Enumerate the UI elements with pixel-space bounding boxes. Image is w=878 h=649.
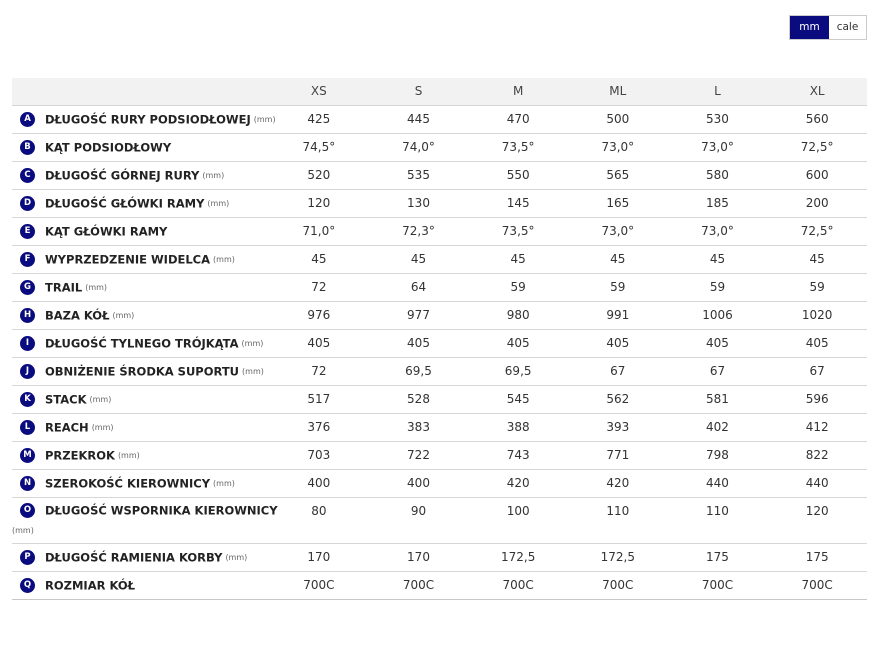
parameter-cell	[12, 245, 269, 273]
parameter-cell	[12, 543, 269, 571]
parameter-letter-badge: K	[20, 392, 35, 407]
value-cell: 405	[307, 336, 331, 350]
value-cell: 165	[606, 196, 630, 210]
parameter-letter-badge: M	[20, 448, 35, 463]
value-cell: 798	[706, 448, 729, 462]
value-cell: 700C	[701, 578, 734, 592]
parameter-name: BAZA KÓŁ	[45, 308, 110, 322]
value-cell: 145	[506, 196, 530, 210]
parameter-header	[12, 78, 269, 105]
parameter-name: STACK	[45, 392, 87, 406]
table-row	[12, 273, 867, 301]
value-cell: 700C	[801, 578, 833, 592]
parameter-cell	[12, 469, 269, 497]
value-cell: 73,0°	[701, 140, 734, 154]
value-cell: 420	[506, 476, 530, 490]
value-cell: 72,3°	[402, 224, 435, 238]
value-cell: 420	[606, 476, 630, 490]
value-cell: 185	[706, 196, 729, 210]
value-cell: 110	[706, 503, 729, 518]
parameter-unit: (mm)	[213, 254, 235, 264]
parameter-letter-badge: Q	[20, 578, 35, 593]
value-cell: 562	[606, 392, 630, 406]
parameter-cell	[12, 273, 269, 301]
value-cell: 520	[307, 168, 331, 182]
parameter-cell	[12, 133, 269, 161]
table-row	[12, 497, 867, 543]
value-cell: 73,5°	[501, 140, 535, 154]
parameter-cell	[12, 497, 278, 543]
value-cell: 528	[407, 392, 430, 406]
value-cell: 565	[606, 168, 630, 182]
parameter-unit: (mm)	[253, 114, 276, 124]
table-row	[12, 245, 867, 273]
size-header: XL	[767, 78, 867, 105]
value-cell: 73,0°	[601, 224, 635, 238]
value-cell: 45	[410, 252, 427, 266]
unit-inch-button[interactable]: cale	[829, 16, 866, 39]
parameter-name: TRAIL	[45, 280, 83, 294]
value-cell: 45	[510, 252, 526, 266]
value-cell: 74,0°	[402, 140, 435, 154]
parameter-name: ROZMIAR KÓŁ	[45, 578, 136, 592]
parameter-name: REACH	[45, 420, 89, 434]
parameter-unit: (mm)	[242, 366, 264, 376]
value-cell: 822	[805, 448, 829, 462]
table-row	[12, 385, 867, 413]
value-cell: 383	[407, 420, 430, 434]
table-row	[12, 301, 867, 329]
value-cell: 1020	[801, 308, 833, 322]
table-row	[12, 357, 867, 385]
parameter-unit: (mm)	[202, 170, 225, 180]
parameter-letter-badge: F	[20, 252, 35, 267]
parameter-cell	[12, 301, 269, 329]
value-cell: 67	[610, 364, 626, 378]
table-row	[12, 189, 867, 217]
parameter-name: DŁUGOŚĆ GŁÓWKI RAMY	[45, 196, 205, 210]
value-cell: 700C	[502, 578, 534, 592]
value-cell: 45	[809, 252, 825, 266]
value-cell: 72,5°	[800, 224, 834, 238]
value-cell: 530	[706, 112, 729, 126]
parameter-cell	[12, 217, 269, 245]
value-cell: 388	[506, 420, 530, 434]
value-cell: 405	[407, 336, 430, 350]
unit-toggle	[789, 15, 867, 40]
value-cell: 440	[706, 476, 729, 490]
value-cell: 771	[606, 448, 630, 462]
parameter-unit: (mm)	[112, 310, 135, 320]
value-cell: 90	[410, 503, 427, 518]
value-cell: 977	[407, 308, 430, 322]
value-cell: 991	[606, 308, 630, 322]
value-cell: 69,5	[405, 364, 432, 378]
value-cell: 172,5	[600, 550, 635, 564]
parameter-letter-badge: N	[20, 476, 35, 491]
size-header: ML	[568, 78, 668, 105]
value-cell: 743	[506, 448, 530, 462]
size-header: S	[369, 78, 469, 105]
value-cell: 72	[311, 280, 327, 294]
value-cell: 1006	[702, 308, 733, 322]
value-cell: 69,5	[504, 364, 532, 378]
parameter-unit: (mm)	[12, 525, 34, 535]
parameter-letter-badge: A	[20, 112, 35, 127]
value-cell: 405	[606, 336, 630, 350]
parameter-name: KĄT PODSIODŁOWY	[45, 140, 172, 154]
parameter-name: DŁUGOŚĆ GÓRNEJ RURY	[45, 168, 200, 182]
value-cell: 440	[805, 476, 829, 490]
parameter-cell	[12, 413, 269, 441]
parameter-name: WYPRZEDZENIE WIDELCA	[45, 252, 211, 266]
parameter-cell	[12, 161, 269, 189]
value-cell: 580	[706, 168, 729, 182]
value-cell: 425	[307, 112, 331, 126]
value-cell: 45	[709, 252, 726, 266]
value-cell: 72,5°	[800, 140, 834, 154]
table-row	[12, 329, 867, 357]
size-header: XS	[269, 78, 369, 105]
value-cell: 45	[311, 252, 327, 266]
parameter-unit: (mm)	[213, 478, 235, 488]
parameter-unit: (mm)	[207, 198, 230, 208]
value-cell: 175	[805, 550, 829, 564]
value-cell: 170	[407, 550, 430, 564]
parameter-letter-badge: J	[20, 364, 35, 379]
value-cell: 45	[610, 252, 626, 266]
parameter-letter-badge: P	[20, 550, 35, 565]
parameter-unit: (mm)	[241, 338, 264, 348]
parameter-letter-badge: E	[20, 224, 35, 239]
table-row	[12, 469, 867, 497]
geometry-table	[12, 78, 867, 600]
value-cell: 400	[407, 476, 430, 490]
parameter-cell	[12, 357, 269, 385]
parameter-letter-badge: G	[20, 280, 35, 295]
size-header: M	[468, 78, 568, 105]
parameter-letter-badge: H	[20, 308, 35, 323]
parameter-name: OBNIŻENIE ŚRODKA SUPORTU	[45, 364, 240, 378]
unit-mm-button[interactable]: mm	[790, 16, 829, 39]
value-cell: 405	[805, 336, 829, 350]
parameter-unit: (mm)	[89, 394, 112, 404]
parameter-unit: (mm)	[225, 552, 248, 562]
parameter-name: KĄT GŁÓWKI RAMY	[45, 224, 168, 238]
parameter-unit: (mm)	[91, 422, 114, 432]
value-cell: 722	[407, 448, 430, 462]
value-cell: 700C	[402, 578, 435, 592]
parameter-name: PRZEKROK	[45, 448, 115, 462]
table-row	[12, 105, 867, 133]
parameter-unit: (mm)	[85, 282, 108, 292]
parameter-name: SZEROKOŚĆ KIEROWNICY	[45, 476, 211, 490]
parameter-name: DŁUGOŚĆ TYLNEGO TRÓJKĄTA	[45, 336, 239, 350]
value-cell: 376	[307, 420, 331, 434]
value-cell: 71,0°	[302, 224, 336, 238]
parameter-cell	[12, 105, 276, 133]
value-cell: 67	[709, 364, 726, 378]
value-cell: 550	[506, 168, 530, 182]
parameter-cell	[12, 189, 269, 217]
value-cell: 402	[706, 420, 729, 434]
parameter-letter-badge: L	[20, 420, 35, 435]
value-cell: 700C	[602, 578, 634, 592]
value-cell: 517	[307, 392, 331, 406]
value-cell: 67	[809, 364, 825, 378]
value-cell: 175	[706, 550, 729, 564]
value-cell: 560	[805, 112, 829, 126]
value-cell: 470	[506, 112, 530, 126]
table-row	[12, 441, 867, 469]
value-cell: 100	[506, 503, 530, 518]
geometry-body	[12, 105, 867, 599]
value-cell: 59	[809, 280, 825, 294]
table-row	[12, 543, 867, 571]
value-cell: 200	[805, 196, 829, 210]
parameter-letter-badge: D	[20, 196, 35, 211]
parameter-letter-badge: I	[20, 336, 35, 351]
parameter-unit: (mm)	[117, 450, 140, 460]
value-cell: 110	[606, 503, 630, 518]
value-cell: 59	[510, 280, 526, 294]
value-cell: 600	[805, 168, 829, 182]
table-row	[12, 217, 867, 245]
value-cell: 596	[805, 392, 829, 406]
value-cell: 59	[709, 280, 726, 294]
size-header: L	[668, 78, 768, 105]
value-cell: 73,0°	[601, 140, 635, 154]
value-cell: 980	[506, 308, 530, 322]
table-row	[12, 571, 867, 599]
parameter-letter-badge: B	[20, 140, 35, 155]
parameter-letter-badge: C	[20, 168, 35, 183]
value-cell: 700C	[303, 578, 335, 592]
value-cell: 130	[407, 196, 430, 210]
value-cell: 120	[307, 196, 331, 210]
parameter-name: DŁUGOŚĆ RAMIENIA KORBY	[45, 550, 223, 564]
value-cell: 73,0°	[701, 224, 734, 238]
parameter-cell	[12, 441, 269, 469]
table-row	[12, 133, 867, 161]
value-cell: 545	[506, 392, 530, 406]
value-cell: 976	[307, 308, 331, 322]
value-cell: 80	[311, 503, 327, 518]
parameter-name: DŁUGOŚĆ RURY PODSIODŁOWEJ	[45, 112, 251, 126]
value-cell: 405	[506, 336, 530, 350]
value-cell: 73,5°	[501, 224, 535, 238]
value-cell: 172,5	[500, 550, 536, 564]
value-cell: 59	[610, 280, 626, 294]
value-cell: 703	[307, 448, 331, 462]
value-cell: 74,5°	[302, 140, 336, 154]
value-cell: 170	[307, 550, 331, 564]
value-cell: 72	[311, 364, 327, 378]
value-cell: 405	[706, 336, 729, 350]
value-cell: 581	[706, 392, 729, 406]
table-row	[12, 161, 867, 189]
size-header-row	[12, 78, 867, 105]
value-cell: 445	[407, 112, 430, 126]
value-cell: 535	[407, 168, 430, 182]
parameter-name: DŁUGOŚĆ WSPORNIKA KIEROWNICY	[45, 503, 278, 517]
value-cell: 400	[307, 476, 331, 490]
value-cell: 412	[805, 420, 829, 434]
table-row	[12, 413, 867, 441]
parameter-cell	[12, 571, 269, 599]
parameter-cell	[12, 329, 269, 357]
parameter-letter-badge: O	[20, 503, 35, 518]
parameter-cell	[12, 385, 269, 413]
value-cell: 64	[410, 280, 427, 294]
value-cell: 393	[606, 420, 630, 434]
value-cell: 120	[805, 503, 829, 518]
value-cell: 500	[606, 112, 630, 126]
